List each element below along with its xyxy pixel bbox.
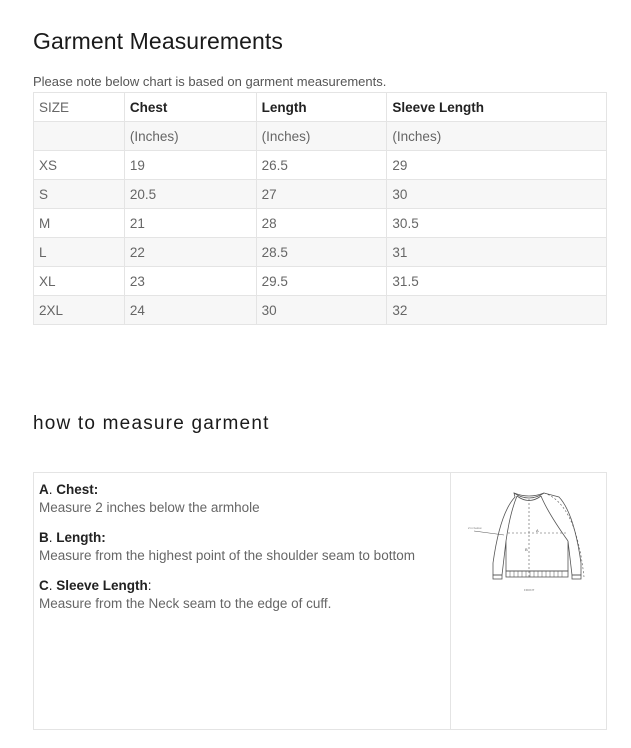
sweater-diagram [451,473,606,729]
length-cell: 27 [256,180,387,209]
size-chart-table [33,92,607,325]
svg-text:A: A [535,528,539,533]
table-units-row [34,122,607,151]
sleeve-cell: 31.5 [387,267,607,296]
measure-item-chest: A. Chest: Measure 2 inches below the armhole [39,481,445,517]
chart-note: Please note below chart is based on garment measurements. [33,74,387,89]
length-cell: 28.5 [256,238,387,267]
unit-cell: (Inches) [124,122,256,151]
unit-cell: (Inches) [256,122,387,151]
sweater-diagram-icon [464,483,594,593]
unit-cell [34,122,125,151]
measure-label: Sleeve Length [56,578,148,593]
length-cell: 26.5 [256,151,387,180]
measure-desc: Measure from the highest point of the shoulder seam to bottom [39,548,415,563]
table-row [34,267,607,296]
measure-item-sleeve-length: C. Sleeve Length: Measure from the Neck seam to the edge of cuff. [39,577,445,613]
page-title: Garment Measurements [33,28,283,54]
sleeve-cell: 30.5 [387,209,607,238]
sleeve-cell: 32 [387,296,607,325]
svg-text:FRONT: FRONT [523,588,534,592]
chest-cell: 21 [124,209,256,238]
measure-label: Chest: [56,482,99,497]
measure-desc: Measure 2 inches below the armhole [39,500,260,515]
size-cell: S [34,180,125,209]
size-cell: XL [34,267,125,296]
measure-desc: Measure from the Neck seam to the edge of cuff. [39,596,332,611]
svg-text:B: B [524,547,528,552]
chest-cell: 19 [124,151,256,180]
measure-instructions [34,473,451,729]
table-header-row [34,93,607,122]
chest-cell: 24 [124,296,256,325]
header-sleeve-length: Sleeve Length [387,93,607,122]
table-row [34,209,607,238]
chest-cell: 20.5 [124,180,256,209]
chest-cell: 22 [124,238,256,267]
length-cell: 29.5 [256,267,387,296]
unit-cell: (Inches) [387,122,607,151]
table-row [34,180,607,209]
sleeve-cell: 29 [387,151,607,180]
svg-text:2 in below: 2 in below [467,526,482,530]
length-cell: 30 [256,296,387,325]
size-cell: L [34,238,125,267]
chest-cell: 23 [124,267,256,296]
table-row [34,238,607,267]
measure-label: Length: [56,530,106,545]
measure-letter: B [39,530,49,545]
measure-guide [33,472,607,730]
sleeve-cell: 30 [387,180,607,209]
size-cell: 2XL [34,296,125,325]
size-cell: XS [34,151,125,180]
sleeve-cell: 31 [387,238,607,267]
size-cell: M [34,209,125,238]
header-chest: Chest [124,93,256,122]
measure-letter: A [39,482,49,497]
measure-letter: C [39,578,49,593]
measure-item-length: B. Length: Measure from the highest point of the shoulder seam to bottom [39,529,445,565]
table-row [34,151,607,180]
how-to-measure-title: how to measure garment [33,413,270,434]
length-cell: 28 [256,209,387,238]
table-row [34,296,607,325]
header-size: SIZE [34,93,125,122]
header-length: Length [256,93,387,122]
